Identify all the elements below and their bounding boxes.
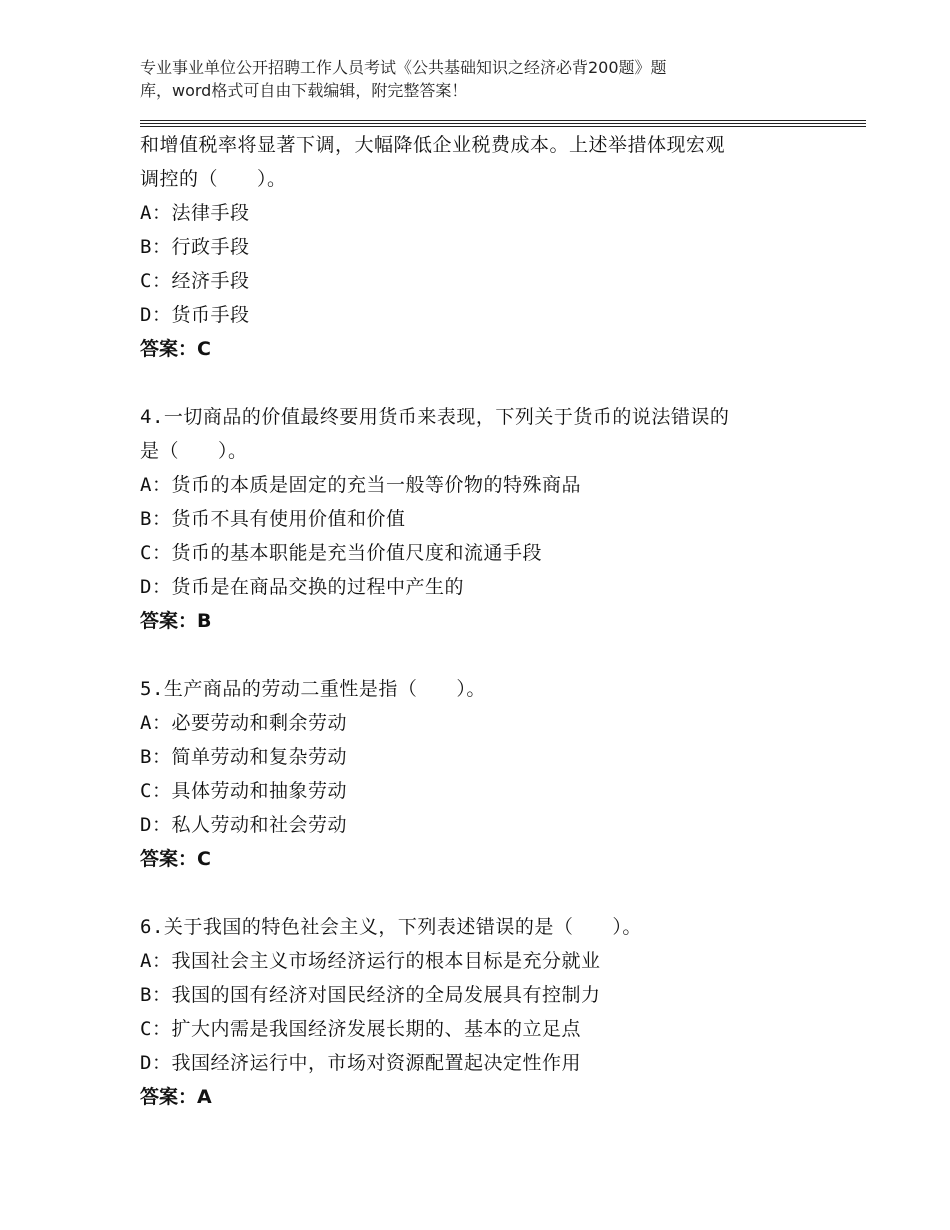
option-c: C：具体劳动和抽象劳动 <box>140 780 347 802</box>
option-a: A：法律手段 <box>140 202 250 224</box>
header-rule-1 <box>140 120 866 121</box>
document-header <box>140 56 780 102</box>
option-d: D：私人劳动和社会劳动 <box>140 814 347 836</box>
question-text: 是（ ）。 <box>140 440 248 462</box>
option-c: C：经济手段 <box>140 270 250 292</box>
question-text: 调控的（ ）。 <box>140 168 287 190</box>
option-b: B：行政手段 <box>140 236 250 258</box>
option-d: D：我国经济运行中，市场对资源配置起决定性作用 <box>140 1052 581 1074</box>
question-text: 和增值税率将显著下调，大幅降低企业税费成本。上述举措体现宏观 <box>140 134 726 156</box>
option-b: B：我国的国有经济对国民经济的全局发展具有控制力 <box>140 984 601 1006</box>
option-d: D：货币是在商品交换的过程中产生的 <box>140 576 464 598</box>
document-body <box>140 128 840 1114</box>
answer: 答案：C <box>140 848 211 870</box>
question-6 <box>140 910 840 1114</box>
question-text: 4.一切商品的价值最终要用货币来表现，下列关于货币的说法错误的 <box>140 406 730 428</box>
header-rule-3 <box>140 126 866 127</box>
answer: 答案：C <box>140 338 211 360</box>
header-line-2: 库，word格式可自由下载编辑，附完整答案！ <box>140 81 468 100</box>
option-d: D：货币手段 <box>140 304 250 326</box>
answer: 答案：A <box>140 1086 212 1108</box>
option-b: B：简单劳动和复杂劳动 <box>140 746 347 768</box>
question-4 <box>140 400 840 638</box>
question-3-continued <box>140 128 840 366</box>
question-text: 5.生产商品的劳动二重性是指（ ）。 <box>140 678 486 700</box>
header-line-1: 专业事业单位公开招聘工作人员考试《公共基础知识之经济必背200题》题 <box>140 58 667 77</box>
option-c: C：货币的基本职能是充当价值尺度和流通手段 <box>140 542 542 564</box>
option-a: A：我国社会主义市场经济运行的根本目标是充分就业 <box>140 950 601 972</box>
header-rule-2 <box>140 123 866 124</box>
answer: 答案：B <box>140 610 212 632</box>
option-a: A：货币的本质是固定的充当一般等价物的特殊商品 <box>140 474 581 496</box>
option-a: A：必要劳动和剩余劳动 <box>140 712 347 734</box>
option-b: B：货币不具有使用价值和价值 <box>140 508 406 530</box>
question-text: 6.关于我国的特色社会主义，下列表述错误的是（ ）。 <box>140 916 642 938</box>
question-5 <box>140 672 840 876</box>
option-c: C：扩大内需是我国经济发展长期的、基本的立足点 <box>140 1018 581 1040</box>
